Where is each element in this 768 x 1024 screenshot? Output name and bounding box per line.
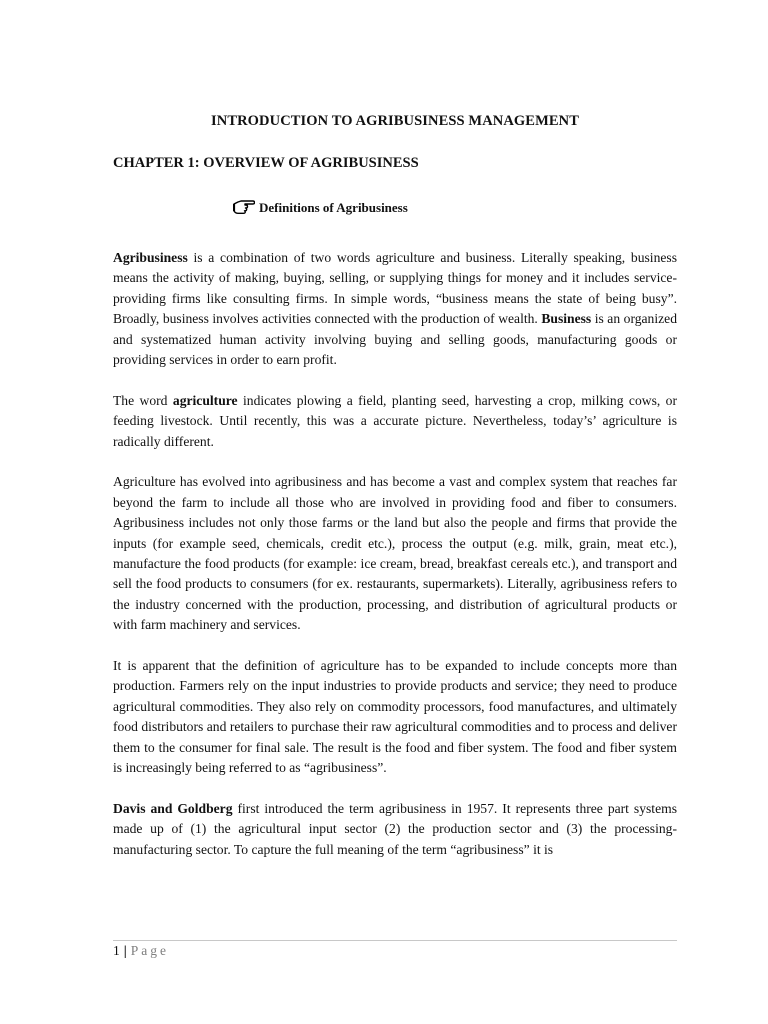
page-label: Page: [130, 943, 169, 958]
paragraph-definition-expanded: [113, 656, 677, 778]
paragraph-agribusiness-definition: [113, 248, 677, 370]
footer-separator: |: [123, 943, 127, 958]
page-footer: [113, 943, 169, 959]
chapter-heading: CHAPTER 1: OVERVIEW OF AGRIBUSINESS: [113, 155, 419, 171]
paragraph-text: is an organized and systematized human activity involving buying and selling goods, manufacturing goods or providing services in order to earn profit.: [113, 311, 677, 368]
bold-term: Agribusiness: [113, 250, 188, 265]
paragraph-text: first introduced the term agribusiness in 1957. It represents three part systems made up of (1) the agricultural input sector (2) the production sector and (3) the processing-manufacturing sector. To capture the full meaning of the term “agribusiness” it is: [113, 800, 677, 857]
paragraph-text: is a combination of two words agriculture and business. Literally speaking, business means the activity of making, buying, selling, or supplying things for money and it includes service-providing firms like consulting firms. In simple words, “business means the state of being busy”. Broadly, business involves activities connected with the production of wealth.: [113, 250, 677, 327]
paragraph-text: It is apparent that the definition of agriculture has to be expanded to include concepts more than production. Farmers rely on the input industries to provide products and service; they need to produce agricultural commodities. They also rely on commodity processors, food manufactures, and ultimately food distributors and retailers to purchase their raw agricultural commodities and to process and deliver them to the consumer for final sale. The result is the food and fiber system. The food and fiber system is increasingly being referred to as “agribusiness”.: [113, 658, 677, 776]
document-title: INTRODUCTION TO AGRIBUSINESS MANAGEMENT: [211, 113, 579, 129]
footer-divider: [113, 940, 677, 941]
paragraph-agriculture-word: [113, 391, 677, 452]
paragraph-text: Agriculture has evolved into agribusiness and has become a vast and complex system that reaches far beyond the farm to include all those who are involved in providing food and fiber to consumers. Agribusiness includes not only those farms or the land but also the people and firms that provide the inputs (for example seed, chemicals, credit etc.), process the output (e.g. milk, grain, meat etc.), manufacture the food products (for example: ice cream, bread, breakfast cereals etc.), and transport and sell the food products to consumers (for ex. restaurants, supermarkets). Literally, agribusiness refers to the industry concerned with the production, processing, and distribution of agricultural products or with farm machinery and services.: [113, 474, 677, 633]
paragraph-text: indicates plowing a field, planting seed, harvesting a crop, milking cows, or feeding livestock. Until recently, this was a accurate picture. Nevertheless, today’s’ agriculture is radically different.: [113, 392, 677, 449]
paragraph-agriculture-evolved: [113, 472, 677, 635]
pointing-hand-icon: [233, 198, 255, 214]
section-heading: [233, 200, 408, 216]
bold-term: Davis and Goldberg: [113, 800, 233, 816]
section-heading-text: Definitions of Agribusiness: [259, 200, 408, 215]
bold-term: Business: [541, 311, 592, 327]
paragraph-text: The word: [113, 392, 173, 408]
paragraph-davis-goldberg: [113, 799, 677, 860]
page-number: 1: [113, 943, 120, 958]
bold-term: agriculture: [172, 392, 238, 408]
body-text: [113, 248, 677, 881]
